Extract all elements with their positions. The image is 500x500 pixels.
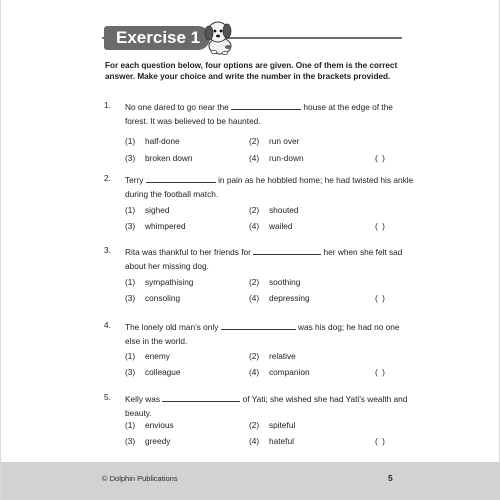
option-1: (1) sympathising (125, 277, 194, 287)
question-text-after: of Yati; she wished she had Yati's wealth and beauty. (125, 394, 408, 418)
question-text-before: Rita was thankful to her friends for (125, 247, 251, 257)
exercise-header (102, 22, 402, 54)
puppy-icon (198, 16, 238, 56)
answer-blank (221, 320, 296, 330)
option-2: (2) relative (249, 351, 296, 361)
question-number: 4. (104, 320, 111, 330)
answer-blank (146, 173, 216, 183)
question-text-after: her when she felt sad about her missing dog. (125, 247, 403, 271)
question-text (125, 173, 415, 201)
option-1: (1) envious (125, 420, 174, 430)
answer-brackets[interactable]: ( ) (375, 436, 386, 446)
question-text-after: was his dog; he had no one else in the world. (125, 322, 400, 346)
question-text (125, 392, 415, 420)
question-number: 5. (104, 392, 111, 402)
option-2: (2) soothing (249, 277, 301, 287)
answer-blank (253, 245, 321, 255)
question-text (125, 320, 415, 348)
option-2: (2) run over (249, 136, 300, 146)
question-text-after: house at the edge of the forest. It was believed to be haunted. (125, 102, 393, 126)
option-1: (1) sighed (125, 205, 170, 215)
question-text-before: Terry (125, 175, 144, 185)
option-3: (3) greedy (125, 436, 171, 446)
exercise-title: Exercise 1 (104, 26, 210, 50)
option-3: (3) broken down (125, 153, 193, 163)
option-3: (3) whimpered (125, 221, 186, 231)
option-1: (1) enemy (125, 351, 170, 361)
instructions: For each question below, four options are given. One of them is the correct answer. Make your choice and write the number in the brackets provided. (105, 61, 398, 81)
answer-brackets[interactable]: ( ) (375, 293, 386, 303)
question-number: 1. (104, 100, 111, 110)
question-text (125, 245, 415, 273)
option-4: (4) companion (249, 367, 310, 377)
question-text (125, 100, 415, 128)
question-text-after: in pain as he hobbled home; he had twisted his ankle during the football match. (125, 175, 414, 199)
option-3: (3) colleague (125, 367, 181, 377)
option-2: (2) shouted (249, 205, 299, 215)
option-4: (4) depressing (249, 293, 310, 303)
page-footer (1, 462, 500, 500)
question-text-before: Kelly was (125, 394, 161, 404)
answer-brackets[interactable]: ( ) (375, 221, 386, 231)
option-3: (3) consoling (125, 293, 181, 303)
answer-brackets[interactable]: ( ) (375, 153, 386, 163)
question-text-before: No one dared to go near the (125, 102, 229, 112)
answer-blank (231, 100, 301, 110)
option-1: (1) half-done (125, 136, 180, 146)
option-2: (2) spiteful (249, 420, 296, 430)
question-number: 3. (104, 245, 111, 255)
answer-brackets[interactable]: ( ) (375, 367, 386, 377)
question-text-before: The lonely old man's only (125, 322, 219, 332)
option-4: (4) run-down (249, 153, 304, 163)
answer-blank (162, 392, 240, 402)
question-number: 2. (104, 173, 111, 183)
option-4: (4) hateful (249, 436, 294, 446)
option-4: (4) wailed (249, 221, 293, 231)
page-number: 5 (388, 473, 393, 483)
publisher-credit: © Dolphin Publications (102, 474, 178, 483)
